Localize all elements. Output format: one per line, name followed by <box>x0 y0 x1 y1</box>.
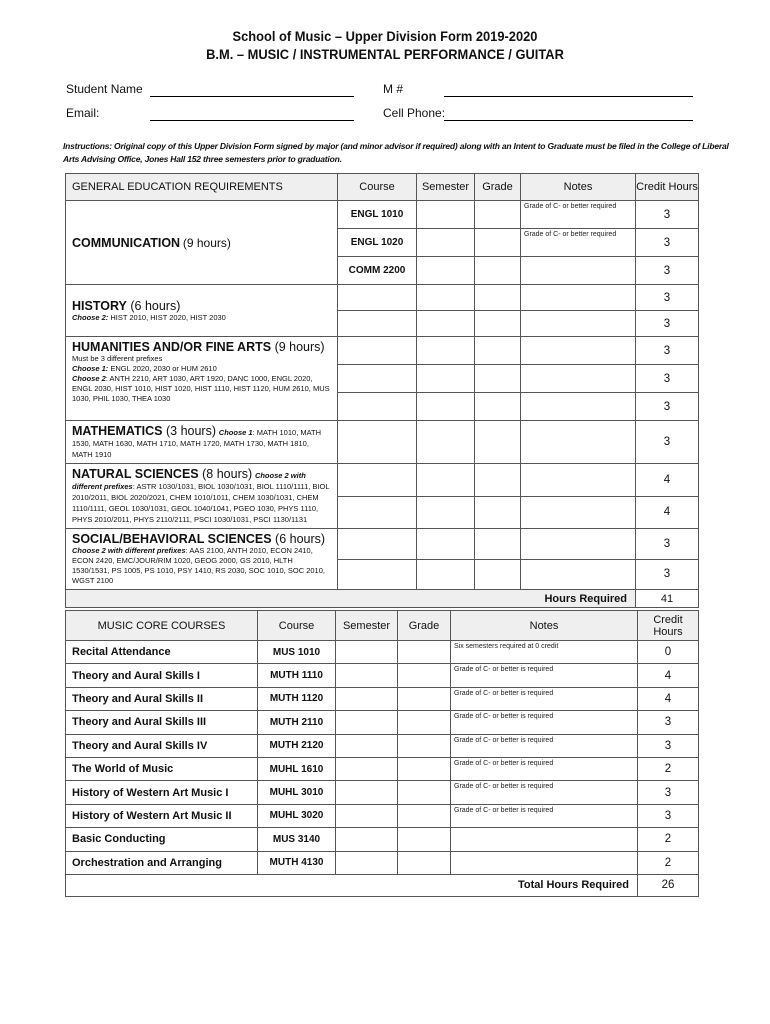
note-cell: Grade of C- or better is required <box>451 781 638 804</box>
note-cell <box>521 311 636 337</box>
credit-cell: 3 <box>636 337 699 365</box>
course-cell: MUTH 1120 <box>258 687 336 710</box>
grade-cell[interactable] <box>475 496 521 529</box>
course-cell[interactable] <box>338 285 417 311</box>
note-cell: Grade of C- or better is required <box>451 711 638 734</box>
communication-title: COMMUNICATION <box>72 235 181 250</box>
semester-cell[interactable] <box>336 711 398 734</box>
hours-required-value: 41 <box>636 590 699 608</box>
grade-cell[interactable] <box>475 529 521 560</box>
grade-cell[interactable] <box>475 365 521 393</box>
credit-cell: 3 <box>636 421 699 464</box>
semester-cell[interactable] <box>417 285 475 311</box>
note-cell <box>451 828 638 851</box>
credit-cell: 3 <box>636 529 699 560</box>
mathematics-choose-text: : MATH 1010, MATH 1530, MATH 1630, MATH 1710, MATH 1720, MATH 1730, MATH 1810, MATH 1910 <box>72 428 322 459</box>
note-cell <box>521 559 636 590</box>
history-hours: (6 hours) <box>130 298 181 313</box>
humanities-title: HUMANITIES AND/OR FINE ARTS <box>72 340 272 354</box>
semester-cell[interactable] <box>336 804 398 827</box>
humanities-hours: (9 hours) <box>274 340 325 354</box>
humanities-prefix-note: Must be 3 different prefixes <box>72 354 163 363</box>
grade-cell[interactable] <box>398 757 451 780</box>
note-cell <box>521 393 636 421</box>
course-cell: MUTH 4130 <box>258 851 336 874</box>
note-cell: Grade of C- or better is required <box>451 757 638 780</box>
music-core-table <box>65 610 699 897</box>
credit-cell: 2 <box>638 757 699 780</box>
history-choose-label: Choose 2: <box>72 312 109 322</box>
general-education-table <box>65 173 699 608</box>
note-cell: Grade of C- or better is required <box>451 734 638 757</box>
table-row <box>66 664 699 687</box>
course-name-cell: Theory and Aural Skills I <box>66 664 258 687</box>
history-title: HISTORY <box>72 298 127 313</box>
grade-cell[interactable] <box>398 851 451 874</box>
semester-cell[interactable] <box>417 257 475 285</box>
course-cell[interactable] <box>338 393 417 421</box>
course-cell: ENGL 1020 <box>338 229 417 257</box>
grade-cell[interactable] <box>475 421 521 464</box>
course-name-cell: History of Western Art Music I <box>66 781 258 804</box>
core-header-grade: Grade <box>398 611 451 641</box>
natural-title: NATURAL SCIENCES <box>72 467 199 481</box>
course-name-cell: Theory and Aural Skills IV <box>66 734 258 757</box>
gened-header-credit: Credit Hours <box>636 174 699 201</box>
gened-header-category: GENERAL EDUCATION REQUIREMENTS <box>66 174 338 201</box>
table-row <box>66 641 699 664</box>
credit-cell: 3 <box>638 781 699 804</box>
cell-phone-field[interactable] <box>444 120 693 121</box>
semester-cell[interactable] <box>336 851 398 874</box>
grade-cell[interactable] <box>398 804 451 827</box>
m-number-field[interactable] <box>444 96 693 97</box>
table-row <box>66 687 699 710</box>
note-cell <box>521 496 636 529</box>
credit-cell: 3 <box>636 393 699 421</box>
natural-sciences-category <box>66 464 338 529</box>
course-cell: MUS 3140 <box>258 828 336 851</box>
semester-cell[interactable] <box>417 559 475 590</box>
history-choose-text: HIST 2010, HIST 2020, HIST 2030 <box>108 312 226 322</box>
humanities-choose2-label: Choose 2 <box>72 374 106 383</box>
form-title: School of Music – Upper Division Form 2019-2020 <box>232 28 538 44</box>
semester-cell[interactable] <box>417 201 475 229</box>
credit-cell: 3 <box>638 804 699 827</box>
course-cell[interactable] <box>338 311 417 337</box>
core-header-name: MUSIC CORE COURSES <box>66 611 258 641</box>
course-name-cell: Theory and Aural Skills II <box>66 687 258 710</box>
grade-cell[interactable] <box>398 734 451 757</box>
social-choose-text: : AAS 2100, ANTH 2010, ECON 2410, ECON 2420, EMC/JOUR/RIM 1020, GEOG 2000, GS 2010, HLTH 1530/1531, PS 1005, PS 1010, PSY 1410, RS 2030, SOC 1010, SOC 2010, WGST 2100 <box>72 546 325 585</box>
table-row <box>66 781 699 804</box>
table-row <box>66 711 699 734</box>
grade-cell[interactable] <box>475 229 521 257</box>
course-cell[interactable] <box>338 559 417 590</box>
humanities-choose2-text: : ANTH 2210, ART 1030, ART 1920, DANC 1000, ENGL 2020, ENGL 2030, HIST 1010, HIST 1020, HIST 1110, HIST 1120, HUM 2610, MUS 1030, PHIL 1030, THEA 1030 <box>72 374 330 403</box>
grade-cell[interactable] <box>475 201 521 229</box>
semester-cell[interactable] <box>336 687 398 710</box>
semester-cell[interactable] <box>336 641 398 664</box>
grade-cell[interactable] <box>475 257 521 285</box>
course-cell: MUTH 1110 <box>258 664 336 687</box>
grade-cell[interactable] <box>475 337 521 365</box>
semester-cell[interactable] <box>336 828 398 851</box>
credit-cell: 3 <box>638 711 699 734</box>
program-subtitle: B.M. – MUSIC / INSTRUMENTAL PERFORMANCE / GUITAR <box>206 46 564 62</box>
social-hours: (6 hours) <box>275 532 326 546</box>
core-header-course: Course <box>258 611 336 641</box>
student-name-label: Student Name <box>66 82 143 96</box>
note-cell <box>521 464 636 497</box>
grade-cell[interactable] <box>398 687 451 710</box>
course-cell: MUHL 3010 <box>258 781 336 804</box>
grade-cell[interactable] <box>398 641 451 664</box>
credit-cell: 3 <box>636 559 699 590</box>
course-cell[interactable] <box>338 464 417 497</box>
gened-header-course: Course <box>338 174 417 201</box>
communication-category <box>66 201 338 285</box>
table-row <box>66 828 699 851</box>
instructions-text: Instructions: Original copy of this Upper Division Form signed by major (and minor advisor if required) along with an Intent to Graduate must be filed in the College of Liberal Arts Advising Office, Jones Hall 152 three semesters prior to graduation. <box>63 141 729 164</box>
course-name-cell: Basic Conducting <box>66 828 258 851</box>
m-number-label: M # <box>383 82 404 96</box>
course-cell: MUHL 1610 <box>258 757 336 780</box>
credit-cell: 3 <box>638 734 699 757</box>
grade-cell[interactable] <box>398 664 451 687</box>
note-cell: Grade of C- or better is required <box>451 664 638 687</box>
table-row <box>66 734 699 757</box>
humanities-category <box>66 337 338 421</box>
grade-cell[interactable] <box>398 711 451 734</box>
social-sciences-category <box>66 529 338 590</box>
core-header-semester: Semester <box>336 611 398 641</box>
semester-cell[interactable] <box>417 496 475 529</box>
course-cell[interactable] <box>338 365 417 393</box>
semester-cell[interactable] <box>417 365 475 393</box>
email-label: Email: <box>66 106 100 120</box>
semester-cell[interactable] <box>417 393 475 421</box>
course-cell: MUHL 3020 <box>258 804 336 827</box>
core-header-notes: Notes <box>451 611 638 641</box>
course-cell[interactable] <box>338 529 417 560</box>
note-cell: Grade of C- or better required <box>521 201 636 229</box>
grade-cell[interactable] <box>475 285 521 311</box>
semester-cell[interactable] <box>417 421 475 464</box>
credit-cell: 4 <box>636 464 699 497</box>
note-cell: Grade of C- or better is required <box>451 687 638 710</box>
credit-cell: 3 <box>636 285 699 311</box>
email-field[interactable] <box>150 120 354 121</box>
course-cell: COMM 2200 <box>338 257 417 285</box>
credit-cell: 3 <box>636 201 699 229</box>
course-cell[interactable] <box>338 421 417 464</box>
credit-cell: 3 <box>636 229 699 257</box>
note-cell <box>521 529 636 560</box>
history-category <box>66 285 338 337</box>
note-cell <box>521 421 636 464</box>
table-row <box>66 804 699 827</box>
communication-hours: (9 hours) <box>182 235 231 250</box>
note-cell <box>521 257 636 285</box>
credit-cell: 4 <box>638 664 699 687</box>
credit-cell: 3 <box>636 311 699 337</box>
social-title: SOCIAL/BEHAVIORAL SCIENCES <box>72 532 272 546</box>
credit-cell: 0 <box>638 641 699 664</box>
course-cell[interactable] <box>338 337 417 365</box>
semester-cell[interactable] <box>417 337 475 365</box>
grade-cell[interactable] <box>475 393 521 421</box>
mathematics-title: MATHEMATICS <box>72 424 163 438</box>
credit-cell: 2 <box>638 851 699 874</box>
course-name-cell: History of Western Art Music II <box>66 804 258 827</box>
natural-hours: (8 hours) <box>202 467 253 481</box>
semester-cell[interactable] <box>417 529 475 560</box>
humanities-choose1-label: Choose 1: <box>72 364 109 373</box>
credit-cell: 4 <box>638 687 699 710</box>
social-choose-label: Choose 2 with different prefixes <box>72 546 186 555</box>
note-cell <box>521 285 636 311</box>
note-cell <box>521 337 636 365</box>
note-cell <box>451 851 638 874</box>
mathematics-category <box>66 421 338 464</box>
course-cell: ENGL 1010 <box>338 201 417 229</box>
gened-header-notes: Notes <box>521 174 636 201</box>
course-cell: MUS 1010 <box>258 641 336 664</box>
total-hours-label: Total Hours Required <box>66 874 638 896</box>
semester-cell[interactable] <box>336 734 398 757</box>
semester-cell[interactable] <box>336 757 398 780</box>
cell-phone-label: Cell Phone: <box>383 106 446 120</box>
semester-cell[interactable] <box>417 464 475 497</box>
note-cell <box>521 365 636 393</box>
gened-header-grade: Grade <box>475 174 521 201</box>
natural-choose-text: : ASTR 1030/1031, BIOL 1030/1031, BIOL 1110/1111, BIOL 2010/2011, BIOL 2020/2021, CHEM 1010/1011, CHEM 1030/1031, CHEM 1110/1111, GEOL 1030/1031, GEOL 1040/1041, PGEO 1030, PHYS 1110, PHYS 2010/2011, PHYS 2110/2111, PSCI 1030/1031, PSCI 1130/1131 <box>72 482 330 524</box>
table-row <box>66 757 699 780</box>
semester-cell[interactable] <box>417 229 475 257</box>
mathematics-hours: (3 hours) <box>165 424 217 438</box>
student-name-field[interactable] <box>150 96 354 97</box>
credit-cell: 3 <box>636 257 699 285</box>
hours-required-label: Hours Required <box>66 590 636 608</box>
gened-header-semester: Semester <box>417 174 475 201</box>
grade-cell[interactable] <box>398 781 451 804</box>
course-cell[interactable] <box>338 496 417 529</box>
core-header-credit: Credit Hours <box>638 611 699 641</box>
humanities-choose1-text: ENGL 2020, 2030 or HUM 2610 <box>108 364 217 373</box>
grade-cell[interactable] <box>398 828 451 851</box>
note-cell: Grade of C- or better required <box>521 229 636 257</box>
grade-cell[interactable] <box>475 311 521 337</box>
credit-cell: 4 <box>636 496 699 529</box>
course-cell: MUTH 2120 <box>258 734 336 757</box>
course-name-cell: The World of Music <box>66 757 258 780</box>
note-cell: Grade of C- or better is required <box>451 804 638 827</box>
credit-cell: 3 <box>636 365 699 393</box>
credit-cell: 2 <box>638 828 699 851</box>
course-cell: MUTH 2110 <box>258 711 336 734</box>
grade-cell[interactable] <box>475 464 521 497</box>
course-name-cell: Theory and Aural Skills III <box>66 711 258 734</box>
course-name-cell: Recital Attendance <box>66 641 258 664</box>
semester-cell[interactable] <box>336 664 398 687</box>
semester-cell[interactable] <box>336 781 398 804</box>
natural-choose-label: Choose 2 with different prefixes <box>72 471 306 491</box>
grade-cell[interactable] <box>475 559 521 590</box>
course-name-cell: Orchestration and Arranging <box>66 851 258 874</box>
table-row <box>66 851 699 874</box>
mathematics-choose-label: Choose 1 <box>218 428 253 437</box>
total-hours-value: 26 <box>638 874 699 896</box>
note-cell: Six semesters required at 0 credit <box>451 641 638 664</box>
semester-cell[interactable] <box>417 311 475 337</box>
